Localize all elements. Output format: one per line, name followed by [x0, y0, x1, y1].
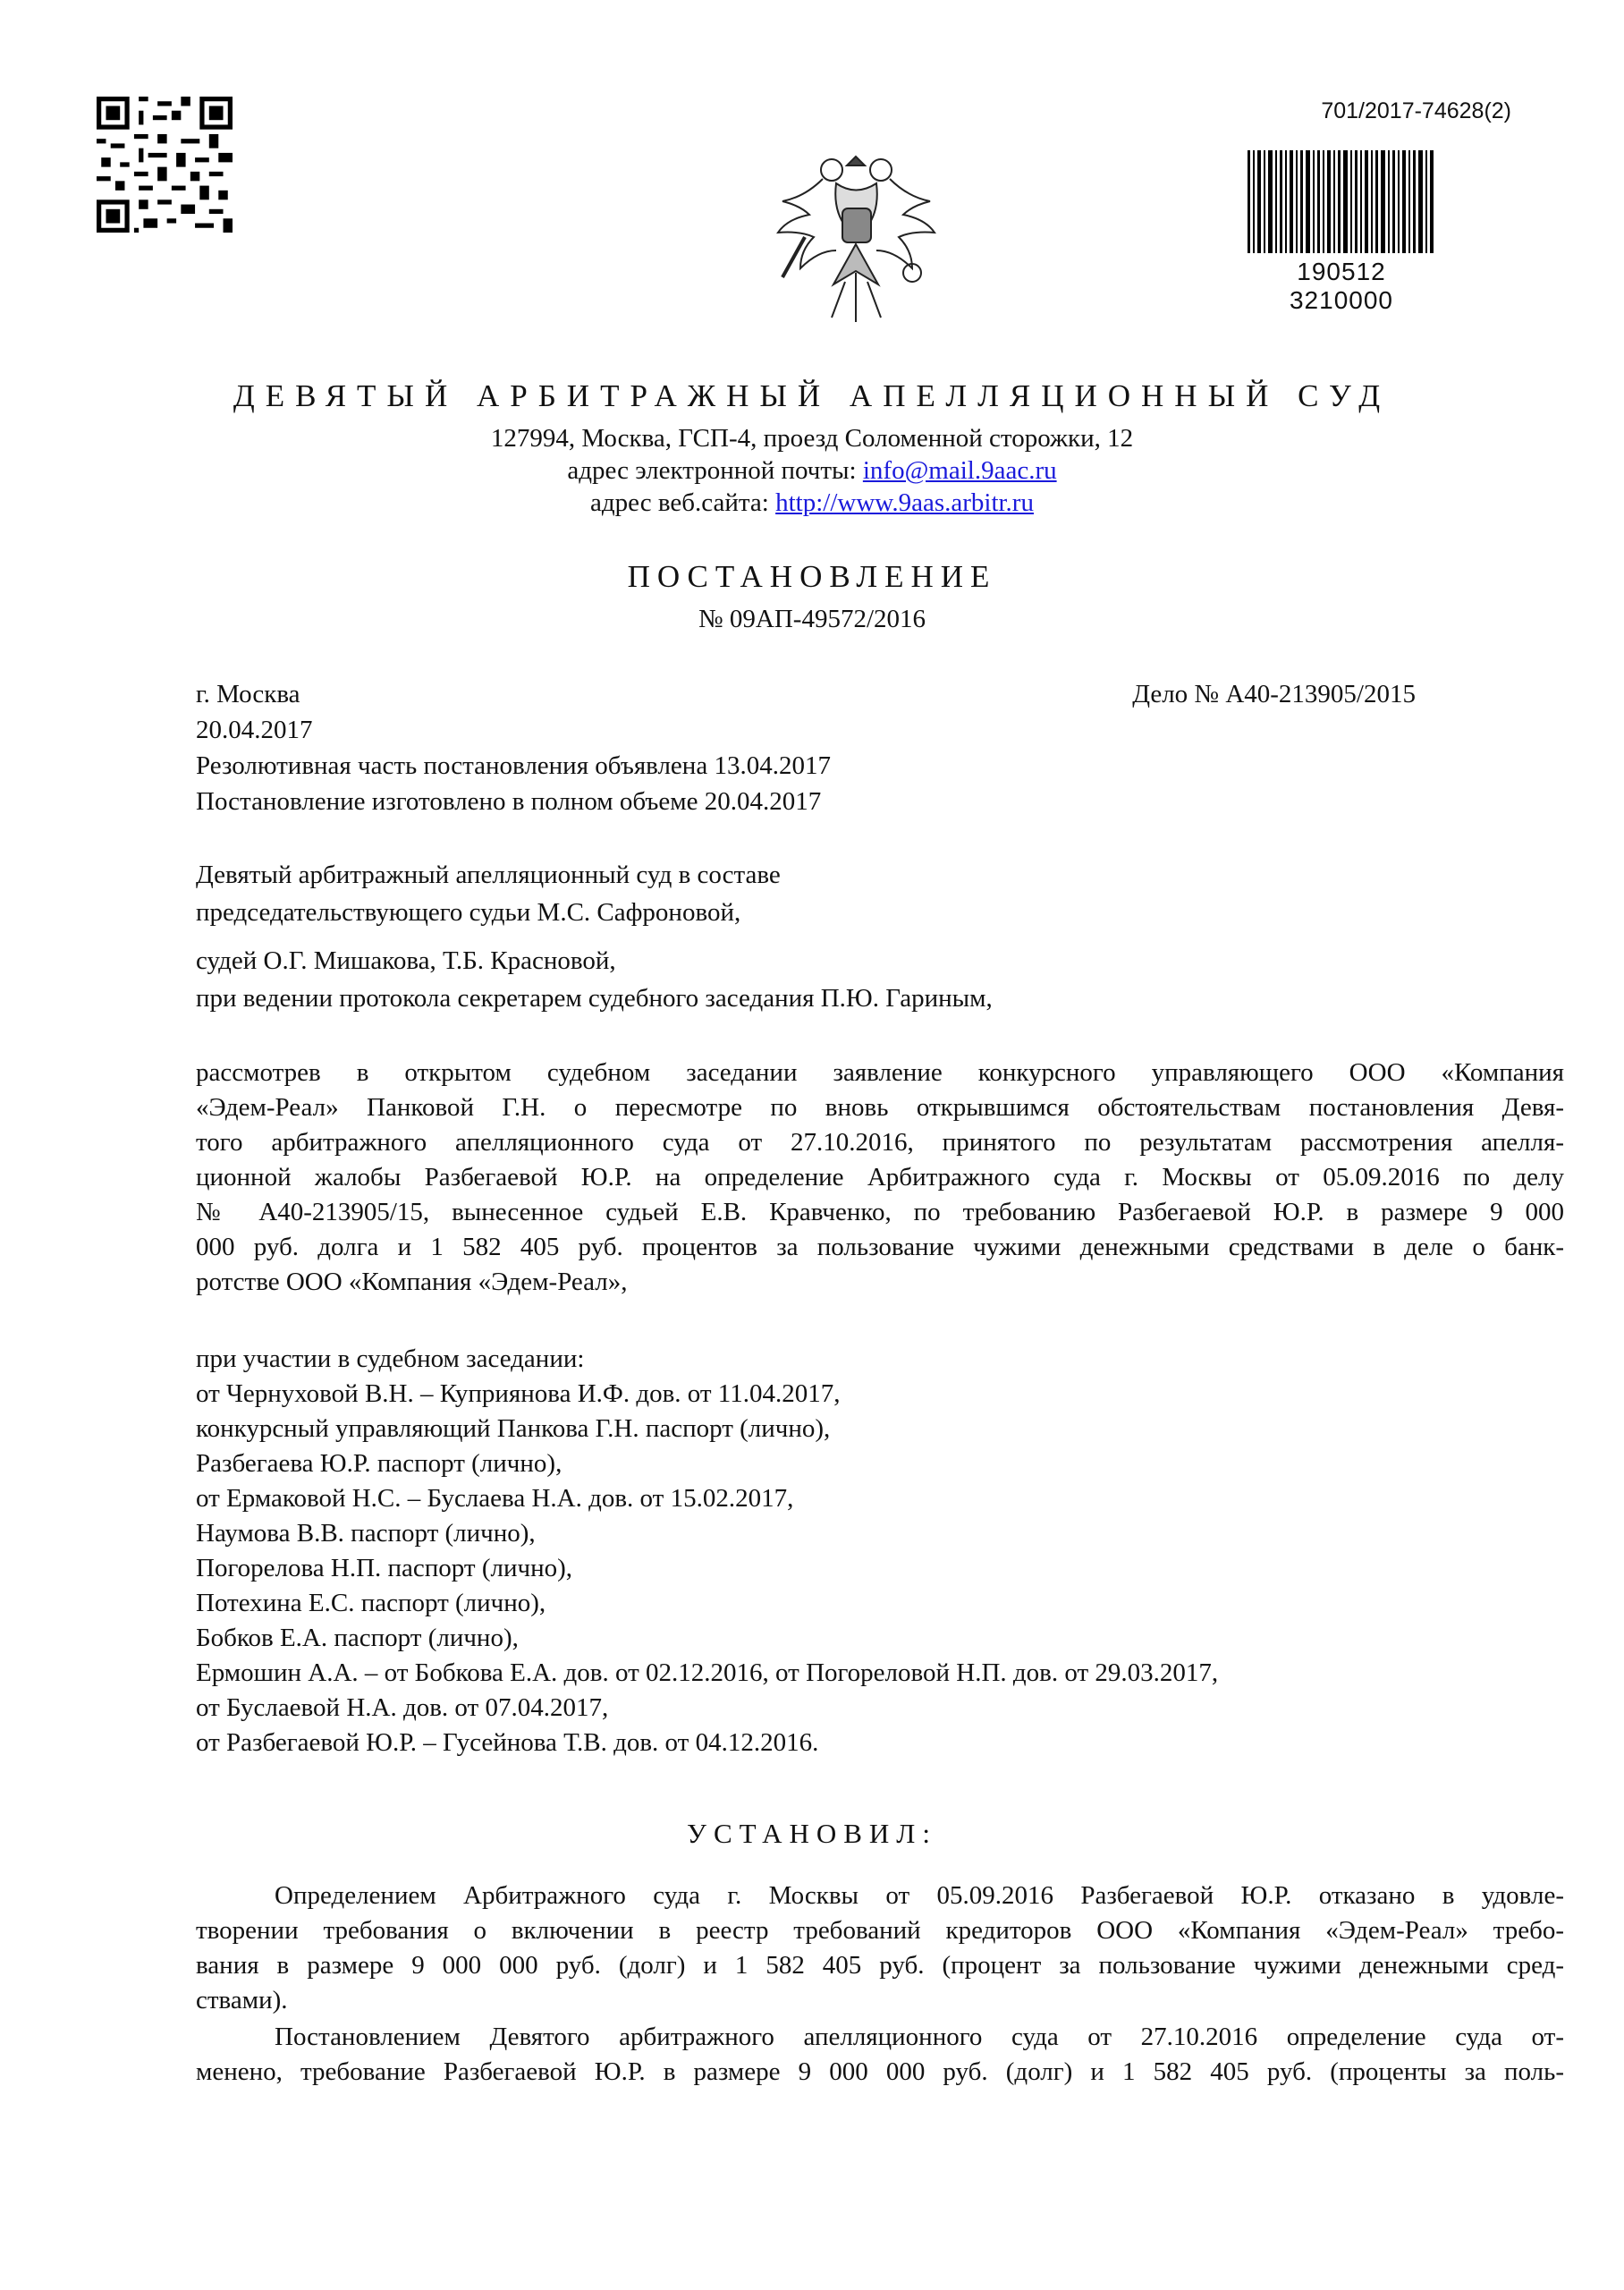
court-name: ДЕВЯТЫЙ АРБИТРАЖНЫЙ АПЕЛЛЯЦИОННЫЙ СУД [233, 378, 1391, 413]
participant-line: от Разбегаевой Ю.Р. – Гусейнова Т.В. дов. от 04.12.2016. [196, 1728, 819, 1757]
composition-line: судей О.Г. Мишакова, Т.Б. Красновой, [196, 946, 616, 975]
paragraph-line: ротстве ООО «Компания «Эдем-Реал», [196, 1268, 628, 1296]
participant-line: Бобков Е.А. паспорт (лично), [196, 1624, 519, 1652]
paragraph-line: Постановлением Девятого арбитражного апелляционного суда от 27.10.2016 определение суда от- [275, 2023, 1564, 2051]
email-link[interactable]: info@mail.9aac.ru [862, 456, 1057, 485]
participant-line: конкурсный управляющий Панкова Г.Н. паспорт (лично), [196, 1414, 831, 1443]
case-number: Дело № А40-213905/2015 [1132, 680, 1416, 708]
paragraph-line: творении требования о включении в реестр требований кредиторов ООО «Компания «Эдем-Реал» требо- [196, 1916, 1564, 1945]
paragraph-line: вания в размере 9 000 000 руб. (долг) и 1 582 405 руб. (процент за пользование чужими денежными сред- [196, 1951, 1564, 1980]
barcode [1248, 150, 1435, 314]
document-id: 701/2017-74628(2) [1321, 98, 1511, 123]
composition-line: председательствующего судьи М.С. Сафроновой, [196, 898, 741, 927]
considered-paragraph [196, 1056, 1564, 1300]
web-link[interactable]: http://www.9aas.arbitr.ru [775, 488, 1034, 517]
barcode-number: 190512 3210000 [1289, 258, 1393, 314]
paragraph-line: менено, требование Разбегаевой Ю.Р. в размере 9 000 000 руб. (долг) и 1 582 405 руб. (проценты за поль- [196, 2057, 1564, 2086]
participant-line: от Ермаковой Н.С. – Буслаева Н.А. дов. от 15.02.2017, [196, 1484, 794, 1513]
participant-line: Ермошин А.А. – от Бобкова Е.А. дов. от 02.12.2016, от Погореловой Н.П. дов. от 29.03.2017, [196, 1658, 1219, 1687]
paragraph-line: «Эдем-Реал» Панковой Г.Н. о пересмотре по вновь открывшимся обстоятельствам постановления Девя- [196, 1093, 1564, 1122]
participant-line: Погорелова Н.П. паспорт (лично), [196, 1554, 573, 1582]
coat-of-arms-icon [769, 139, 943, 340]
participants-list [196, 1342, 1564, 1760]
paragraph-line: № А40-213905/15, вынесенное судьей Е.В. Кравченко, по требованию Разбегаевой Ю.Р. в размере 9 000 [196, 1198, 1564, 1226]
paragraph-line: ционной жалобы Разбегаевой Ю.Р. на определение Арбитражного суда г. Москвы от 05.09.2016 по делу [196, 1163, 1564, 1192]
participant-line: Наумова В.В. паспорт (лично), [196, 1519, 536, 1548]
web-label: адрес веб.сайта: [590, 488, 776, 517]
date: 20.04.2017 [196, 716, 313, 744]
qr-code-icon [97, 97, 233, 233]
paragraph-1 [196, 1879, 1564, 2018]
participant-line: Потехина Е.С. паспорт (лично), [196, 1589, 546, 1617]
composition-line: при ведении протокола секретарем судебного заседания П.Ю. Гариным, [196, 984, 993, 1013]
participant-line: при участии в судебном заседании: [196, 1344, 585, 1373]
barcode-icon [1248, 150, 1435, 253]
paragraph-line: того арбитражного апелляционного суда от 27.10.2016, принятого по результатам рассмотрения апелля- [196, 1128, 1564, 1157]
paragraph-line: рассмотрев в открытом судебном заседании заявление конкурсного управляющего ООО «Компания [196, 1058, 1564, 1087]
email-label: адрес электронной почты: [567, 456, 863, 485]
paragraph-2 [196, 2020, 1564, 2090]
participant-line: от Чернуховой В.Н. – Куприянова И.Ф. дов. от 11.04.2017, [196, 1379, 841, 1408]
resolution-made: Постановление изготовлено в полном объеме 20.04.2017 [196, 787, 822, 816]
paragraph-line: 000 руб. долга и 1 582 405 руб. процентов за пользование чужими денежными средствами в деле о банк- [196, 1233, 1564, 1261]
paragraph-line: Определением Арбитражного суда г. Москвы от 05.09.2016 Разбегаевой Ю.Р. отказано в удовле- [275, 1881, 1564, 1910]
court-web-line [0, 488, 1624, 518]
participant-line: от Буслаевой Н.А. дов. от 07.04.2017, [196, 1693, 609, 1722]
participant-line: Разбегаева Ю.Р. паспорт (лично), [196, 1449, 562, 1478]
resolution-number: № 09АП-49572/2016 [698, 605, 926, 633]
composition-line: Девятый арбитражный апелляционный суд в составе [196, 861, 781, 889]
court-email-line [0, 456, 1624, 486]
court-address: 127994, Москва, ГСП-4, проезд Соломенной сторожки, 12 [490, 424, 1134, 453]
section-heading: УСТАНОВИЛ: [687, 1818, 937, 1849]
resolution-announced: Резолютивная часть постановления объявлена 13.04.2017 [196, 751, 831, 780]
city: г. Москва [196, 680, 300, 708]
document-title: ПОСТАНОВЛЕНИЕ [627, 559, 997, 594]
paragraph-line: ствами). [196, 1986, 288, 2014]
